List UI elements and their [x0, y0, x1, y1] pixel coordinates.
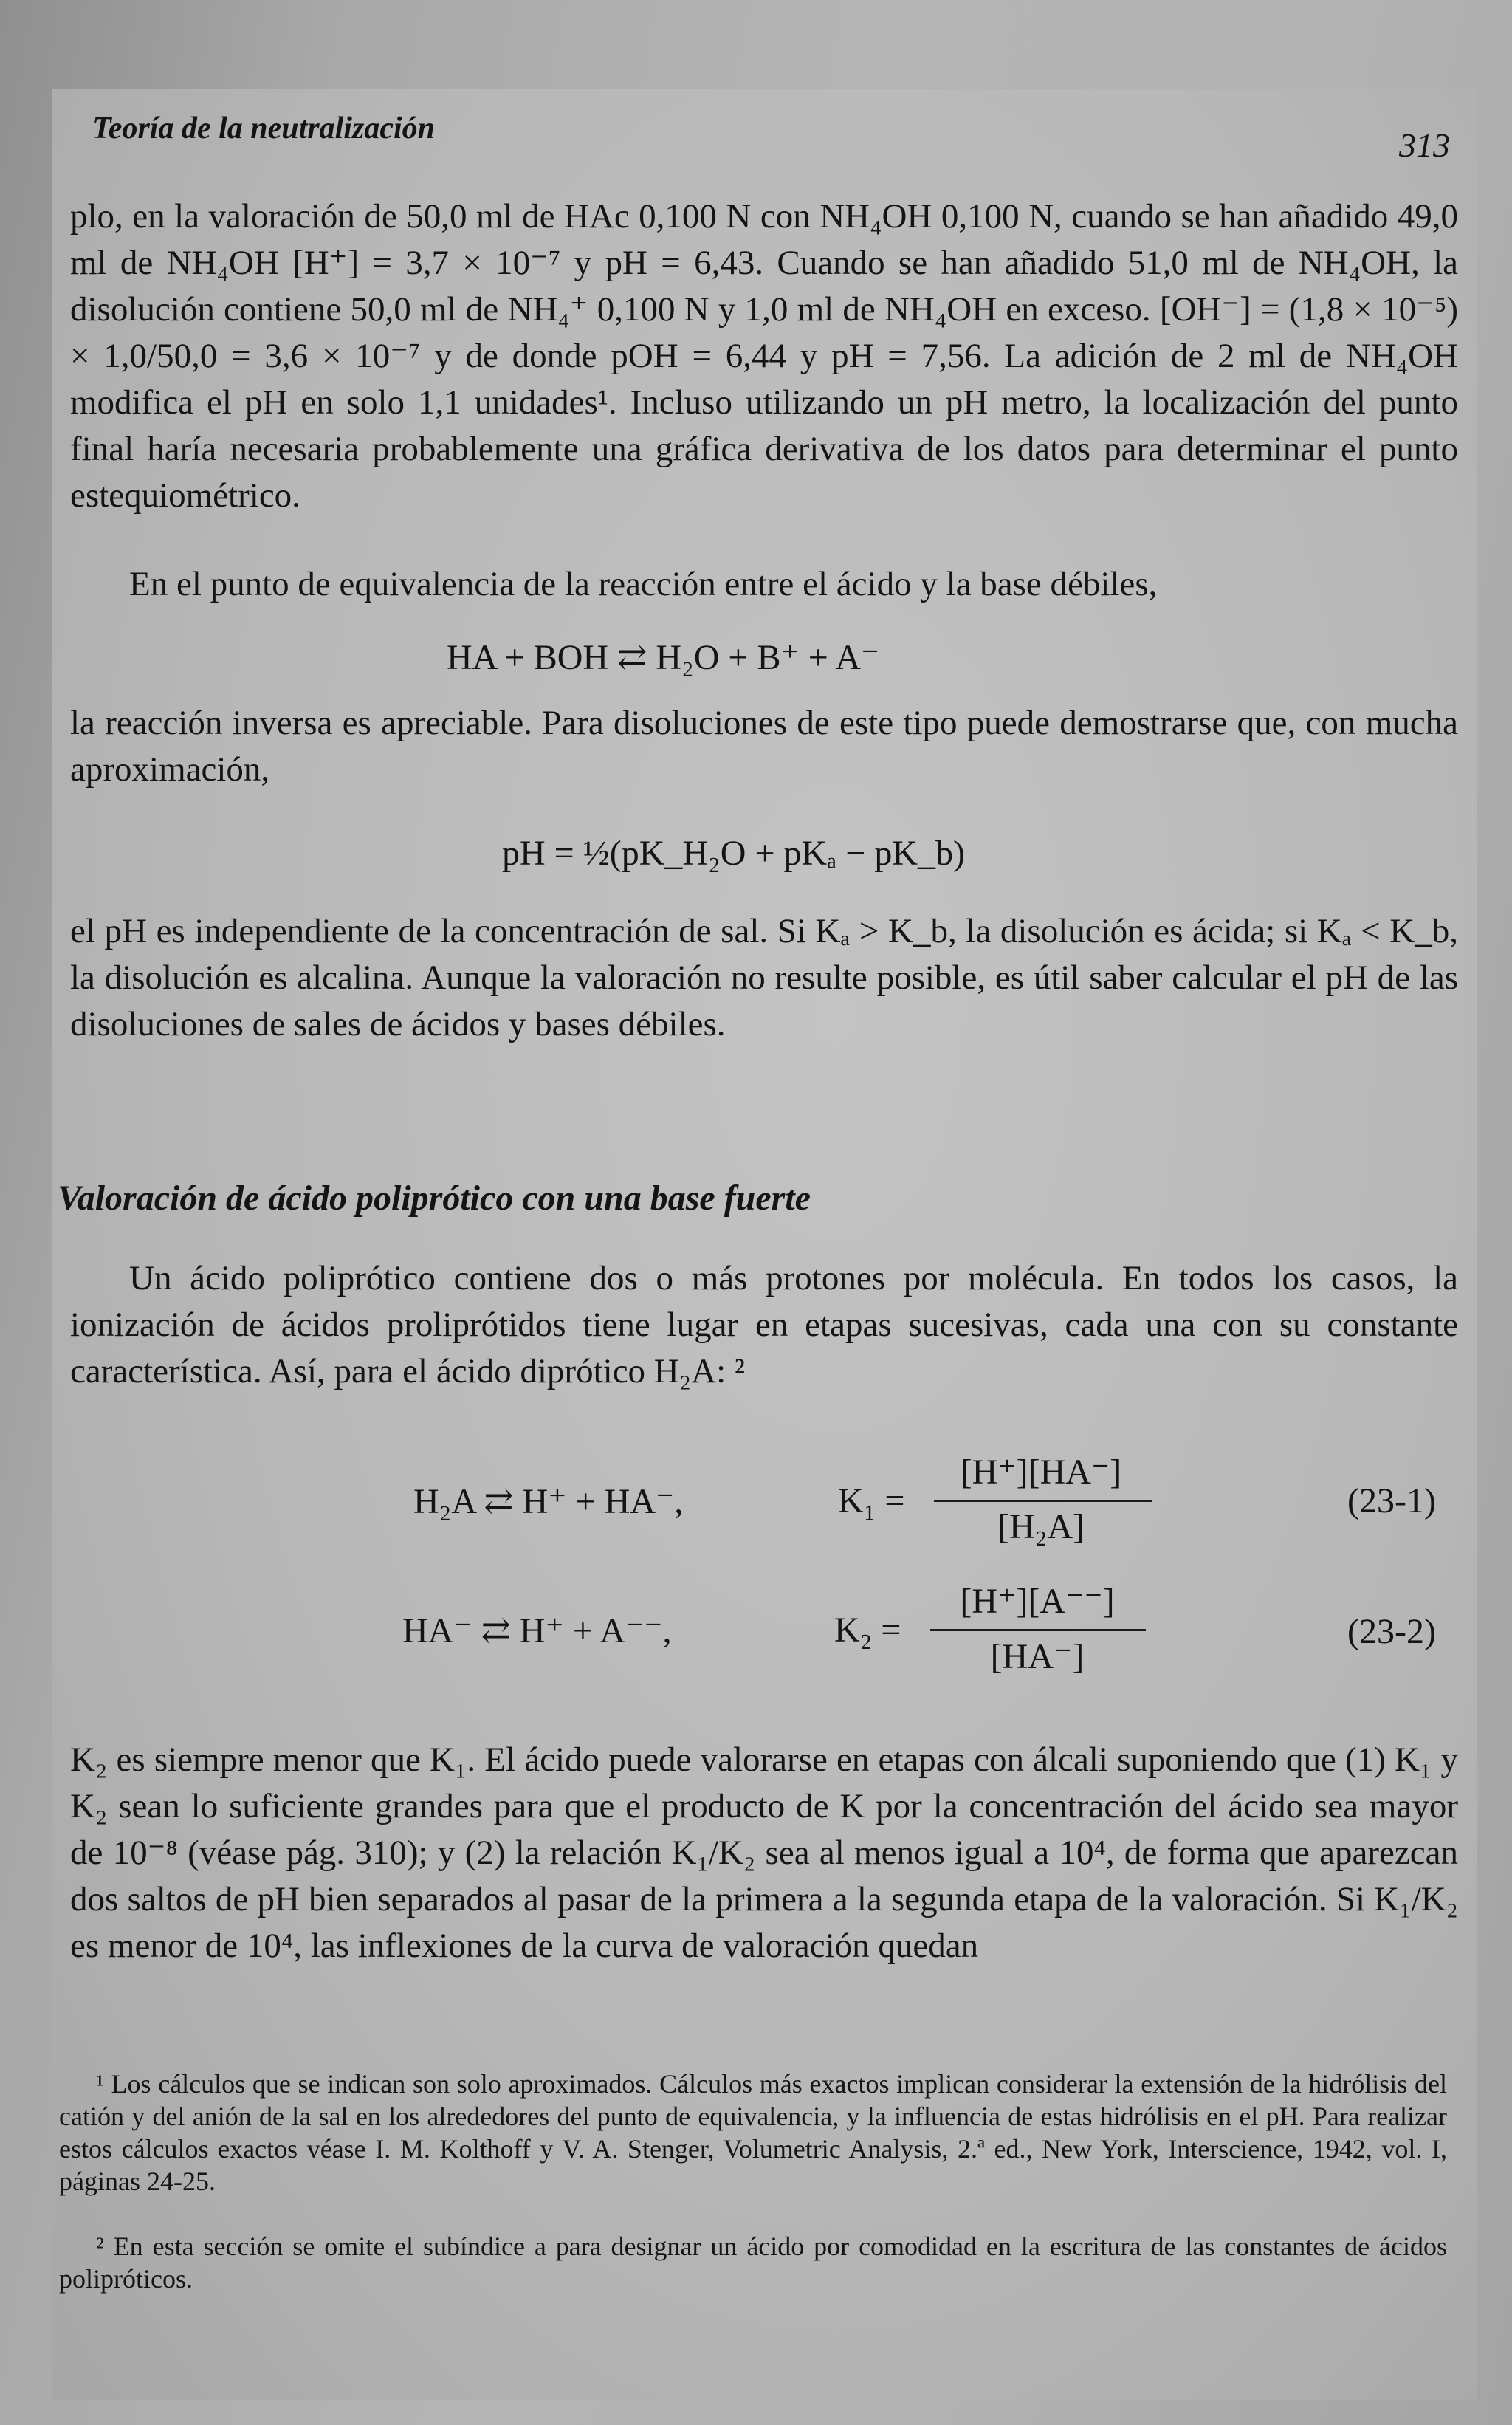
running-title: Teoría de la neutralización [92, 112, 435, 145]
footnote-1: ¹ Los cálculos que se indican son solo aproximados. Cálculos más exactos implican considerar la extensión de la hidrólisis del catión y del anión de la sal en los alrededores del punto de equivalencia, y la influencia de estas hidrólisis en el pH. Para realizar estos cálculos exactos véase I. M. Kolthoff y V. A. Stenger, Volumetric Analysis, 2.ª ed., New York, Interscience, 1942, vol. I, páginas 24-25. [59, 2069, 1447, 2196]
paragraph-ph-independence: el pH es independiente de la concentración de sal. Si Kₐ > K_b, la disolución es ácida; si Kₐ < K_b, la disolución es alcalina. Aunque la valoración no resulte posible, es útil saber calcular el pH de las disoluciones de sales de ácidos y bases débiles. [70, 912, 1458, 1043]
paragraph-inverse-reaction: la reacción inversa es apreciable. Para disoluciones de este tipo puede demostrarse que, con mucha aproximación, [70, 704, 1458, 789]
equation-weak-acid-base-reaction: HA + BOH ⇄ H₂O + B⁺ + A⁻ [447, 638, 880, 677]
paragraph-k2-conditions: K₂ es siempre menor que K₁. El ácido puede valorarse en etapas con álcali suponiendo que (1) K₁ y K₂ sean lo suficiente grandes para que el producto de K por la concentración del ácido sea mayor de 10⁻⁸ (véase pág. 310); y (2) la relación K₁/K₂ sea al menos igual a 10⁴, de forma que aparezcan dos saltos de pH bien separados al pasar de la primera a la segunda etapa de la valoración. Si K₁/K₂ es menor de 10⁴, las inflexiones de la curva de valoración quedan [70, 1740, 1458, 1965]
paragraph-equivalence-point: En el punto de equivalencia de la reacción entre el ácido y la base débiles, [129, 565, 1158, 603]
equation-1-fraction-bar [934, 1500, 1152, 1502]
section-heading: Valoración de ácido poliprótico con una base fuerte [58, 1179, 811, 1218]
equation-2-label: (23-2) [1347, 1612, 1436, 1651]
equation-2-fraction-bar [930, 1629, 1146, 1631]
equation-1-reaction: H₂A ⇄ H⁺ + HA⁻, [413, 1482, 684, 1521]
page-number: 313 [1399, 126, 1450, 164]
equation-2-numerator: [H⁺][A⁻⁻] [960, 1582, 1115, 1621]
equation-ph-formula: pH = ½(pK_H₂O + pKₐ − pK_b) [502, 834, 966, 873]
equation-2-reaction: HA⁻ ⇄ H⁺ + A⁻⁻, [402, 1611, 672, 1650]
paragraph-polyprotic-acid: Un ácido poliprótico contiene dos o más protones por molécula. En todos los casos, la ionización de ácidos proliprótidos tiene lugar en etapas sucesivas, cada una con su constante característica. Así, para el ácido diprótico H₂A: ² [70, 1259, 1458, 1390]
equation-1-denominator: [H₂A] [997, 1507, 1085, 1546]
paragraph-titration-example: plo, en la valoración de 50,0 ml de HAc 0,100 N con NH₄OH 0,100 N, cuando se han añadido 49,0 ml de NH₄OH [H⁺] = 3,7 × 10⁻⁷ y pH = 6,43. Cuando se han añadido 51,0 ml de NH₄OH, la disolución contiene 50,0 ml de NH₄⁺ 0,100 N y 1,0 ml de NH₄OH en exceso. [OH⁻] = (1,8 × 10⁻⁵) × 1,0/50,0 = 3,6 × 10⁻⁷ y de donde pOH = 6,44 y pH = 7,56. La adición de 2 ml de NH₄OH modifica el pH en solo 1,1 unidades¹. Incluso utilizando un pH metro, la localización del punto final haría necesaria probablemente una gráfica derivativa de los datos para determinar el punto estequiométrico. [70, 197, 1458, 515]
footnote-2: ² En esta sección se omite el subíndice a para designar un ácido por comodidad en la escritura de las constantes de ácidos polipróticos. [59, 2232, 1447, 2294]
equation-2-lhs: K₂ = [834, 1611, 901, 1650]
equation-1-label: (23-1) [1347, 1481, 1436, 1520]
equation-1-lhs: K₁ = [838, 1481, 905, 1520]
equation-1-numerator: [H⁺][HA⁻] [960, 1452, 1122, 1492]
equation-2-denominator: [HA⁻] [990, 1637, 1085, 1676]
